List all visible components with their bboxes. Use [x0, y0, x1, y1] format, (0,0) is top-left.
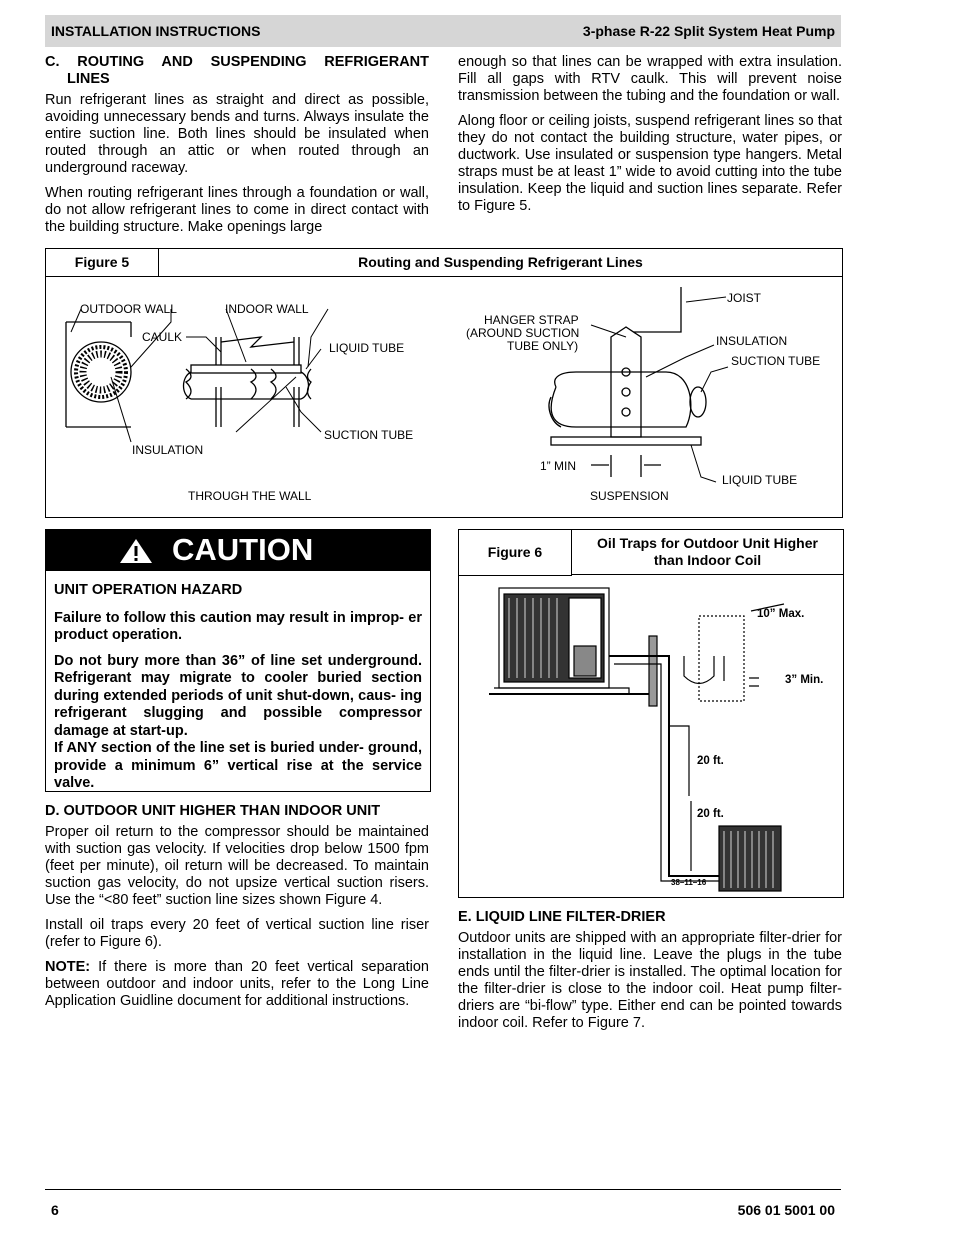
section-c	[45, 54, 429, 244]
section-c-p4: Along floor or ceiling joists, suspend refrigerant lines so that they do not contact the building structure, water pipes, or ductwork. Use insulated or suspension type hangers. Metal straps must be at least 1” wide to avoid cutting into the tube insulation. Keep the liquid and suction lines separate. Refer to Figure 5.	[458, 113, 842, 214]
label-3-min: 3” Min.	[785, 674, 824, 686]
figure-6	[458, 529, 844, 898]
caution-p3: If ANY section of the line set is buried under- ground, provide a minimum 6” vertical rise at the service valve.	[54, 740, 422, 791]
section-d	[45, 803, 429, 1018]
figure-6-title-line1: Oil Traps for Outdoor Unit Higher	[597, 535, 818, 551]
label-outdoor-wall: OUTDOOR WALL	[80, 302, 177, 316]
header-title: INSTALLATION INSTRUCTIONS	[51, 23, 261, 39]
caution-box	[45, 529, 431, 792]
label-hanger-2: (AROUND SUCTION	[466, 326, 580, 340]
label-joist: JOIST	[727, 291, 762, 305]
label-figure-code: 38–11–16	[671, 878, 707, 887]
label-suction-tube: SUCTION TUBE	[324, 428, 414, 442]
caution-p1: Failure to follow this caution may result in improp- er product operation.	[54, 609, 422, 643]
section-d-title: D. OUTDOOR UNIT HIGHER THAN INDOOR UNIT	[45, 803, 381, 819]
section-c-p2: When routing refrigerant lines through a foundation or wall, do not allow refrigerant lines to come in direct contact with the building structure. Make openings large	[45, 185, 429, 235]
section-d-p2: Install oil traps every 20 feet of vertical suction line riser (refer to Figure 6).	[45, 917, 429, 950]
figure-5-number: Figure 5	[46, 249, 159, 276]
figure-6-number: Figure 6	[459, 530, 572, 576]
figure-5-title: Routing and Suspending Refrigerant Lines	[358, 254, 643, 270]
label-indoor-wall: INDOOR WALL	[225, 302, 309, 316]
section-e-p1: Outdoor units are shipped with an appropriate filter-drier for installation in the liquid line. Leave the plugs in the tube ends until the filter-drier is installed. The optimal location for the filter-drier is close to the indoor coil. Heat pump filter-driers are “bi-flow” type. Either end can be pointed towards indoor coil. Refer to Figure 7.	[458, 930, 842, 1031]
section-c-title	[45, 54, 429, 88]
figure-5	[45, 248, 843, 518]
caution-p2: Do not bury more than 36” of line set underground. Refrigerant may migrate to cooler buried section during extended periods of unit shut-down, caus- ing refrigerant slugging and possible compressor damage at start-up.	[54, 652, 422, 739]
page-number: 6	[51, 1202, 59, 1218]
label-suspension: SUSPENSION	[590, 489, 669, 503]
caution-bar	[46, 530, 430, 571]
label-through-wall: THROUGH THE WALL	[188, 489, 312, 503]
label-liquid-tube-2: LIQUID TUBE	[722, 473, 798, 487]
caution-body	[54, 582, 422, 801]
label-20-ft-2: 20 ft.	[697, 808, 724, 820]
note-text: If there is more than 20 feet vertical separation between outdoor and indoor units, refer to the Long Line Application Guidline document for additional instructions.	[45, 959, 429, 1009]
label-hanger-3: TUBE ONLY)	[507, 339, 579, 353]
figure-6-title	[572, 530, 843, 575]
label-hanger-1: HANGER STRAP	[484, 313, 579, 327]
document-number: 506 01 5001 00	[737, 1202, 835, 1218]
header-product: 3-phase R-22 Split System Heat Pump	[582, 23, 835, 39]
label-suction-tube-2: SUCTION TUBE	[731, 354, 821, 368]
label-insulation-2: INSULATION	[716, 334, 788, 348]
label-1-min: 1” MIN	[540, 459, 576, 473]
figure-6-drawing	[459, 576, 843, 896]
note-label: NOTE:	[45, 959, 91, 975]
section-e-title: E. LIQUID LINE FILTER-DRIER	[458, 909, 666, 925]
label-20-ft-1: 20 ft.	[697, 755, 724, 767]
section-c-title-line1: C. ROUTING AND SUSPENDING REFRIGERANT	[45, 54, 429, 70]
label-caulk: CAULK	[142, 330, 183, 344]
page-footer	[45, 1189, 841, 1218]
section-d-note	[45, 959, 429, 1010]
figure-6-title-line2: than Indoor Coil	[653, 552, 762, 568]
section-e	[458, 909, 842, 1040]
figure-5-caption	[46, 249, 842, 277]
section-c-p1: Run refrigerant lines as straight and direct as possible, avoiding unnecessary bends and turns. Always insulate the entire suction line. Both lines should be insulated when routed through an attic or when routed through an underground raceway.	[45, 92, 429, 176]
label-10-max: 10” Max.	[757, 608, 805, 620]
section-d-p1: Proper oil return to the compressor should be maintained with suction gas velocity. If velocities drop below 1500 fpm (feet per minute), oil return will be decreased. To maintain suction gas velocity, do not upsize vertical suction risers. Use the “<80 feet” suction line sizes shown Figure 4.	[45, 824, 429, 908]
label-liquid-tube: LIQUID TUBE	[329, 341, 405, 355]
caution-heading: UNIT OPERATION HAZARD	[54, 582, 243, 598]
warning-icon	[118, 537, 154, 565]
section-c-p3: enough so that lines can be wrapped with extra insulation. Fill all gaps with RTV caulk. This will prevent noise transmission between the tubing and the foundation or wall.	[458, 54, 842, 104]
section-c-title-line2: LINES	[67, 71, 110, 87]
page-header	[45, 15, 841, 47]
caution-word: CAUTION	[172, 532, 314, 567]
section-c-continued	[458, 54, 842, 223]
label-insulation: INSULATION	[132, 443, 204, 457]
